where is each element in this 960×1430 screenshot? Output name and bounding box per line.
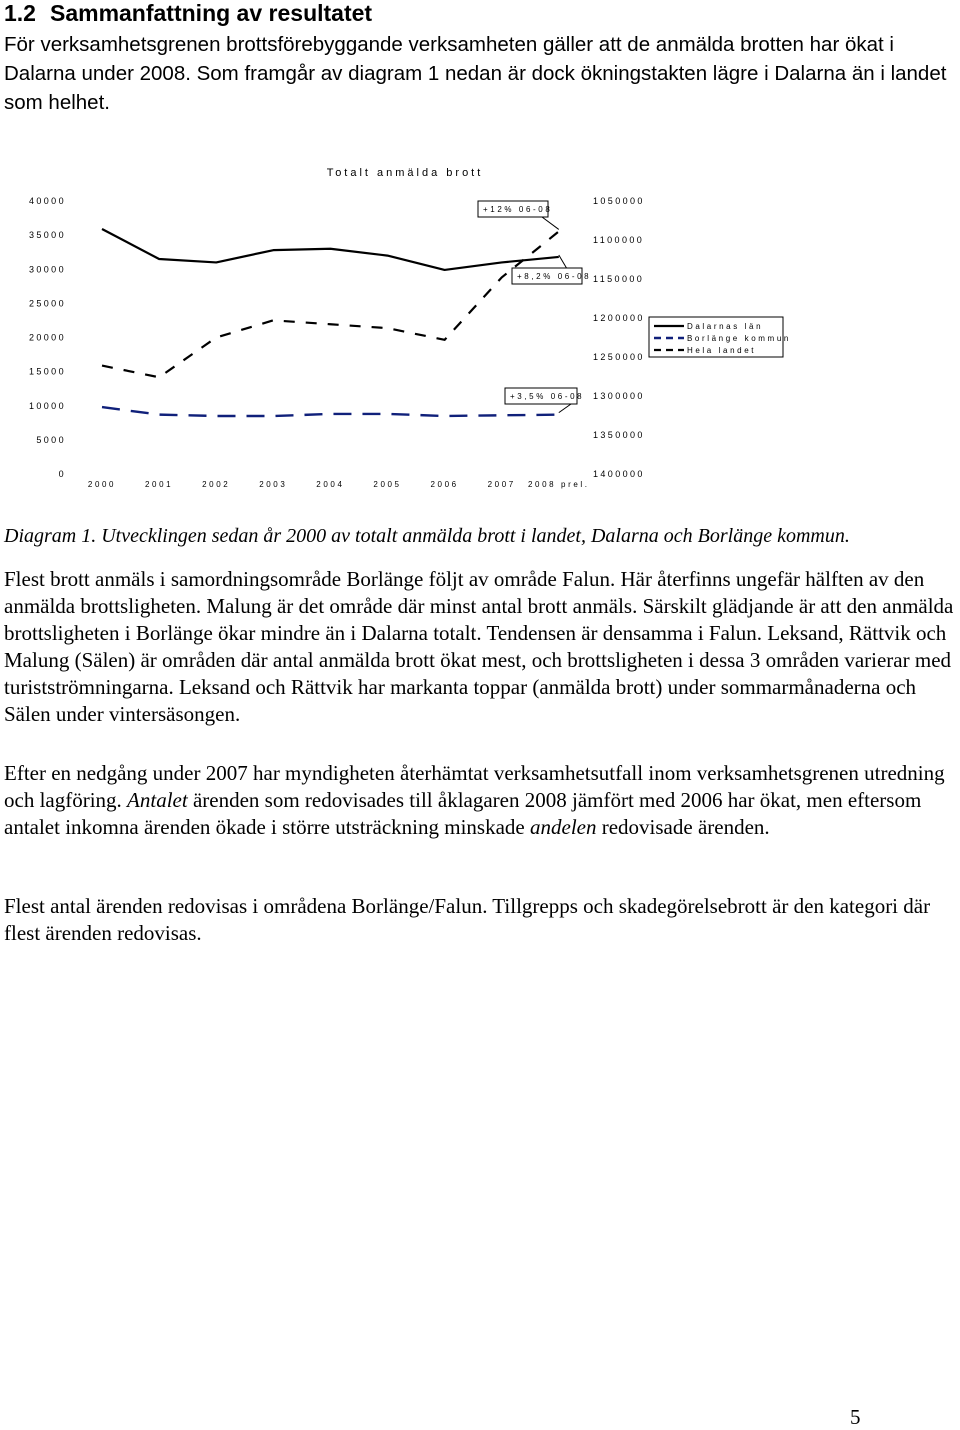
- series-line-borlänge-kommun: [102, 407, 559, 416]
- left-tick-label: 35000: [29, 230, 66, 240]
- left-tick-label: 10000: [29, 401, 66, 411]
- category-label: 2003: [259, 480, 287, 489]
- annotation-label: +12% 06-08: [483, 205, 552, 214]
- paragraph-2-text-a: Efter en nedgång under 2007 har myndigheten återhämtat verksamhetsutfall inom verksamhetsgrenen utredning och lagföring.: [4, 761, 945, 812]
- category-label: 2004: [316, 480, 344, 489]
- right-tick-label: 1350000: [593, 430, 645, 440]
- left-tick-label: 20000: [29, 333, 66, 343]
- right-tick-label: 1200000: [593, 313, 645, 323]
- series-line-dalarnas-län: [102, 229, 559, 270]
- paragraph-2-text-b: ärenden som redovisades till åklagaren 2008 jämfört med 2006 har ökat, men eftersom antalet inkomna ärenden ökade i större utsträckning minskade: [4, 788, 921, 839]
- annotation-leader: [542, 217, 559, 229]
- paragraph-3: Flest antal ärenden redovisas i områdena Borlänge/Falun. Tillgrepps och skadegörelsebrott är den kategori där flest ärenden redovisas.: [4, 893, 956, 947]
- legend-label: Dalarnas län: [687, 322, 763, 331]
- category-label: 2008 prel.: [528, 480, 590, 489]
- paragraph-2: [4, 760, 956, 841]
- right-tick-label: 1100000: [593, 235, 644, 245]
- annotation-label: +3,5% 06-08: [510, 392, 584, 401]
- figure-caption: Diagram 1. Utvecklingen sedan år 2000 av totalt anmälda brott i landet, Dalarna och Borlänge kommun.: [4, 523, 850, 549]
- left-tick-label: 5000: [36, 435, 66, 445]
- section-title: Sammanfattning av resultatet: [50, 0, 372, 26]
- emphasis-andelen: andelen: [530, 815, 596, 839]
- annotation-label: +8,2% 06-08: [517, 272, 591, 281]
- right-tick-label: 1300000: [593, 391, 645, 401]
- section-number: 1.2: [4, 0, 36, 26]
- right-tick-label: 1050000: [593, 196, 645, 206]
- category-label: 2005: [373, 480, 401, 489]
- category-label: 2002: [202, 480, 230, 489]
- right-tick-label: 1250000: [593, 352, 645, 362]
- left-tick-label: 30000: [29, 264, 66, 274]
- legend-label: Borlänge kommun: [687, 334, 791, 343]
- category-label: 2007: [488, 480, 516, 489]
- left-tick-label: 25000: [29, 298, 66, 308]
- left-tick-label: 15000: [29, 367, 66, 377]
- paragraph-2-text-c: redovisade ärenden.: [596, 815, 769, 839]
- chart-title: Totalt anmälda brott: [327, 167, 484, 179]
- category-label: 2001: [145, 480, 173, 489]
- legend-label: Hela landet: [687, 346, 756, 355]
- series-line-hela-landet: [102, 231, 559, 377]
- right-tick-label: 1400000: [593, 469, 645, 479]
- intro-paragraph: För verksamhetsgrenen brottsförebyggande verksamheten gäller att de anmälda brotten har ökat i Dalarna under 2008. Som framgår av diagram 1 nedan är dock ökningstakten lägre i Dalarna än i landet som helhet.: [4, 30, 956, 117]
- page-number: 5: [850, 1405, 861, 1430]
- section-heading: [4, 0, 372, 26]
- line-chart: [0, 150, 960, 495]
- emphasis-antalet: Antalet: [127, 788, 188, 812]
- category-label: 2006: [430, 480, 458, 489]
- left-tick-label: 40000: [29, 196, 66, 206]
- right-tick-label: 1150000: [593, 274, 644, 284]
- annotation-leader: [559, 404, 571, 413]
- left-tick-label: 0: [59, 469, 66, 479]
- category-label: 2000: [88, 480, 116, 489]
- paragraph-1: Flest brott anmäls i samordningsområde Borlänge följt av område Falun. Här återfinns ungefär hälften av den anmälda brottsligheten. Malung är det område där minst antal brott anmäls. Särskilt glädjande är att den anmälda brottsligheten i Borlänge ökar mindre än i Dalarna totalt. Tendensen är densamma i Falun. Leksand, Rättvik och Malung (Sälen) är områden där antal anmälda brott ökat mest, och brottsligheten i dessa 3 områden varierar med turistströmningarna. Leksand och Rättvik har markanta toppar (anmälda brott) under sommarmånaderna och Sälen under vintersäsongen.: [4, 566, 956, 728]
